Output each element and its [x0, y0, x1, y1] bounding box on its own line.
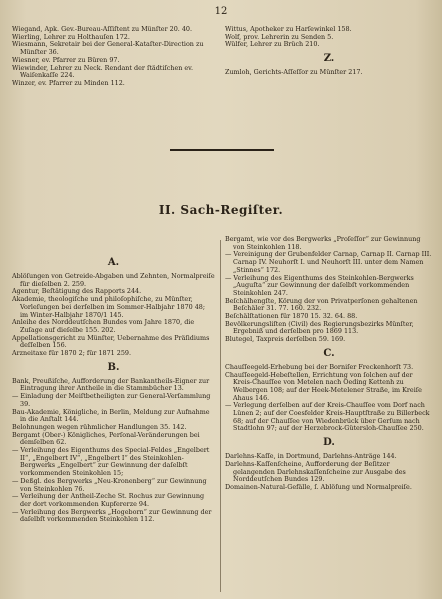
index-entry: Akademie, theologiſche und philoſophiſche, zu Münſter, Vorleſungen bei derſelben im Sommer-Halbjahr 1870 48; im Winter-Halbjahr 1870/1 145.: [12, 295, 206, 319]
index-entry: Chauſſeegeld-Hebeſtellen, Errichtung von ſolchen auf der Kreis-Chauſſee von Metelen nach Oeding Kettenh zu Welbergen 108; auf der Heek-Metelener Straße, im Kreiſe Ahaus 146.: [225, 370, 422, 402]
index-entry: Bank, Preußiſche, Aufforderung der Bankantheils-Eigner zur Eintragung ihrer Antheile in die Stammbücher 13.: [12, 376, 210, 393]
index-entry: Zumloh, Gerichts-Aſſeſſor zu Münſter 217.: [225, 68, 363, 77]
section-divider-rule: [170, 149, 274, 151]
index-entry: Wiesner, ev. Pfarrer zu Büren 97.: [12, 55, 120, 64]
index-entry: — Verleihung des Eigenthums des Special-Feldes „Engelbert II“, „Engelbert IV“, „Engelbert I“ des Steinkohlen-Bergwerks „Engelbert“ zur Gewinnung der daſelbſt vorkommenden Steinkohlen 15;: [12, 446, 210, 478]
name-index-right-column: [225, 26, 433, 77]
index-entry: Anleihe des Norddeutſchen Bundes vom Jahre 1870, die Zuſage auf dieſelbe 155. 202.: [12, 318, 195, 334]
subject-index-left-column: [12, 253, 215, 524]
index-entry: — Verlegung derſelben auf der Kreis-Chauſſee vom Dorf nach Lünen 2; auf der Coesfelder Kreis-Hauptſtraße zu Billerbeck 68; auf der Chauſſee von Wiedenbrück über Gerſum nach Stadtlohn 97; auf der Herzebrock-Gütersloh-Chauſſee 250.: [225, 401, 430, 433]
index-entry: Arzneitaxe für 1870 2; für 1871 259.: [12, 349, 131, 358]
section-letter-c: C.: [323, 347, 335, 359]
index-entry: Wiewinder, Lehrer zu Neck. Rendant der ſtädtiſchen ev. Waiſenkaſſe 224.: [12, 63, 194, 80]
index-entry: Domainen-Natural-Gefälle, ſ. Ablöſung und Normalpreiſe.: [225, 482, 412, 491]
index-entry: — Einladung der Meiſtbetheiligten zur General-Verſammlung 39.: [12, 392, 211, 408]
subject-index-right-column: [225, 236, 433, 492]
index-entry: Ablöſungen von Getreide-Abgaben und Zehnten, Normalpreiſe für dieſelben 2. 259.: [12, 272, 215, 288]
index-entry: Wolf, prov. Lehrerin zu Senden 5.: [225, 32, 334, 41]
index-entry: Wittus, Apotheker zu Harſewinkel 158.: [225, 25, 352, 33]
index-entry: Wiesmann, Sekretair bei der General-Kataſter-Direction zu Münſter 36.: [12, 40, 204, 57]
index-entry: Belohnungen wegen rühmlicher Handlungen 35. 142.: [12, 422, 187, 431]
index-entry: Bau-Akademie, Königliche, in Berlin, Meldung zur Aufnahme in die Anſtalt 144.: [12, 407, 210, 424]
section-title: II. Sach-Regiſter.: [158, 203, 284, 217]
section-letter-d: D.: [323, 437, 335, 449]
index-entry: — Verleihung des Eigenthums des Steinkohlen-Bergwerks „Auguſta“ zur Gewinnung der daſelbſt vorkommenden Steinkohlen 247.: [225, 273, 414, 297]
column-divider: [220, 240, 221, 592]
index-entry: Wülfer, Lehrer zu Brüch 210.: [225, 40, 320, 49]
index-entry: Bevölkerungsliſten (Civil) des Regierungsbezirks Münſter, Ergebniß und derſelben pro 1869 113.: [225, 319, 414, 336]
index-entry: Bergamt (Ober-) Königliches, Perſonal-Veränderungen bei demſelben 62.: [12, 430, 200, 447]
index-entry: Appellationsgericht zu Münſter, Uebernahme des Präſidiums deſſelben 156.: [12, 333, 210, 350]
section-letter-z: Z.: [323, 53, 335, 65]
index-entry: Darlehns-Kaſſe, in Dortmund, Darlehns-Anträge 144.: [225, 452, 397, 461]
index-entry: Beſchälſtationen für 1870 15. 32. 64. 88.: [225, 312, 358, 321]
index-entry: Wierling, Lehrer zu Holthauſen 172.: [12, 32, 130, 41]
index-entry: — Vereinigung der Grubenfelder Carnap, Carnap II. Carnap III. Carnap IV. Neuhorſt I. und Neuhorſt III. unter dem Namen „Stinnes“ 172.: [225, 250, 432, 274]
index-entry: Winzer, ev. Pfarrer zu Minden 112.: [12, 78, 125, 87]
name-index-left-column: [12, 26, 215, 88]
index-entry: Agentur, Beſtätigung des Rapports 244.: [12, 287, 142, 296]
index-entry: — Verleihung der Antheil-Zeche St. Rochus zur Gewinnung der dort vorkommenden Kupfererze 94.: [12, 492, 205, 508]
index-entry: Chauſſeegeld-Erhebung bei der Borniſer Freckenhorſt 73.: [225, 362, 414, 371]
page-number: 12: [214, 6, 228, 17]
section-letter-a: A.: [107, 257, 120, 268]
index-entry: — Verleihung des Bergwerks „Hogeborn“ zur Gewinnung der daſelbſt vorkommenden Steinkohlen 112.: [12, 507, 212, 524]
index-entry: Darlehns-Kaſſenſcheine, Aufforderung der Beſitzer gelangenden Darlehnskaſſenſcheine zur Ausgabe des Norddeutſchen Bundes 129.: [225, 459, 406, 484]
index-entry: Bergamt, wie vor des Bergwerks „Proſeſſor“ zur Gewinnung von Steinkohlen 118.: [225, 235, 421, 251]
index-entry: — Deßgl. des Bergwerks „Neu-Kronenberg“ zur Gewinnung von Steinkohlen 76.: [12, 476, 207, 493]
index-entry: Beſchälhengſte, Körung der von Privatperſonen gehaltenen Beſchäler 31. 77. 160. 232.: [225, 296, 418, 313]
index-entry: Wiegand, Apk. Gev.-Bureau-Aſſiſtent zu Münſter 20. 40.: [12, 25, 193, 33]
section-letter-b: B.: [107, 361, 120, 373]
index-entry: Blutegel, Taxpreis derſelben 59. 169.: [225, 335, 346, 344]
